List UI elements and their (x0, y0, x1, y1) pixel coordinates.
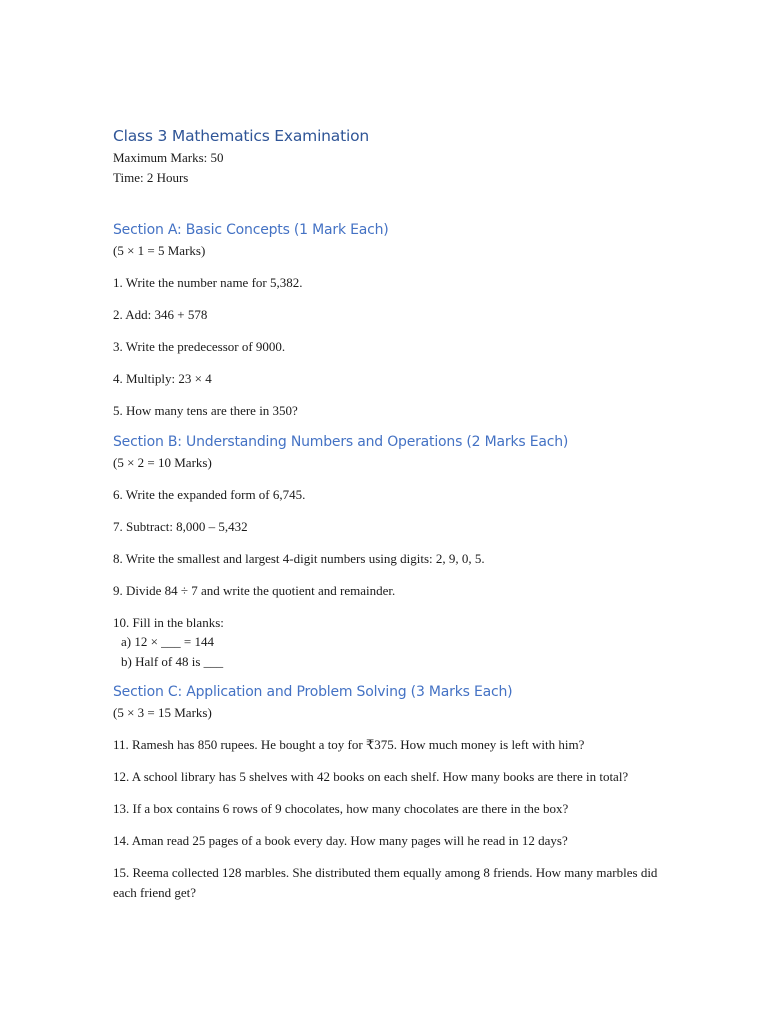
exam-document (113, 124, 673, 902)
question-1: 1. Write the number name for 5,382. (113, 275, 303, 290)
exam-time: Time: 2 Hours (113, 169, 189, 185)
section-a-heading: Section A: Basic Concepts (1 Mark Each) (113, 222, 389, 238)
question-3: 3. Write the predecessor of 9000. (113, 339, 286, 354)
maximum-marks: Maximum Marks: 50 (113, 150, 224, 165)
question-14: 14. Aman read 25 pages of a book every day. How many pages will he read in 12 days? (113, 833, 568, 848)
question-12: 12. A school library has 5 shelves with 42 books on each shelf. How many books are there in total? (113, 769, 629, 784)
question-5: 5. How many tens are there in 350? (113, 403, 298, 418)
question-8: 8. Write the smallest and largest 4-digit numbers using digits: 2, 9, 0, 5. (113, 550, 485, 566)
question-10b: b) Half of 48 is ___ (121, 653, 224, 669)
section-b (113, 431, 673, 672)
section-a (113, 219, 673, 421)
question-6: 6. Write the expanded form of 6,745. (113, 486, 306, 502)
question-2: 2. Add: 346 + 578 (113, 307, 208, 322)
section-c-heading: Section C: Application and Problem Solving (3 Marks Each) (113, 684, 513, 700)
section-b-marks: (5 × 2 = 10 Marks) (113, 454, 212, 470)
question-13: 13. If a box contains 6 rows of 9 chocolates, how many chocolates are there in the box? (113, 801, 569, 816)
question-11: 11. Ramesh has 850 rupees. He bought a toy for ₹375. How much money is left with him? (113, 737, 585, 752)
question-4: 4. Multiply: 23 × 4 (113, 371, 212, 386)
section-b-heading: Section B: Understanding Numbers and Operations (2 Marks Each) (113, 433, 569, 450)
question-15: 15. Reema collected 128 marbles. She distributed them equally among 8 friends. How many marbles did each friend get? (113, 865, 658, 900)
question-7: 7. Subtract: 8,000 – 5,432 (113, 518, 248, 534)
section-a-marks: (5 × 1 = 5 Marks) (113, 243, 206, 258)
section-c (113, 681, 673, 902)
exam-title: Class 3 Mathematics Examination (113, 127, 369, 145)
question-10a: a) 12 × ___ = 144 (121, 634, 215, 649)
question-10: 10. Fill in the blanks: (113, 614, 224, 630)
section-c-marks: (5 × 3 = 15 Marks) (113, 705, 212, 720)
question-9: 9. Divide 84 ÷ 7 and write the quotient and remainder. (113, 582, 396, 598)
